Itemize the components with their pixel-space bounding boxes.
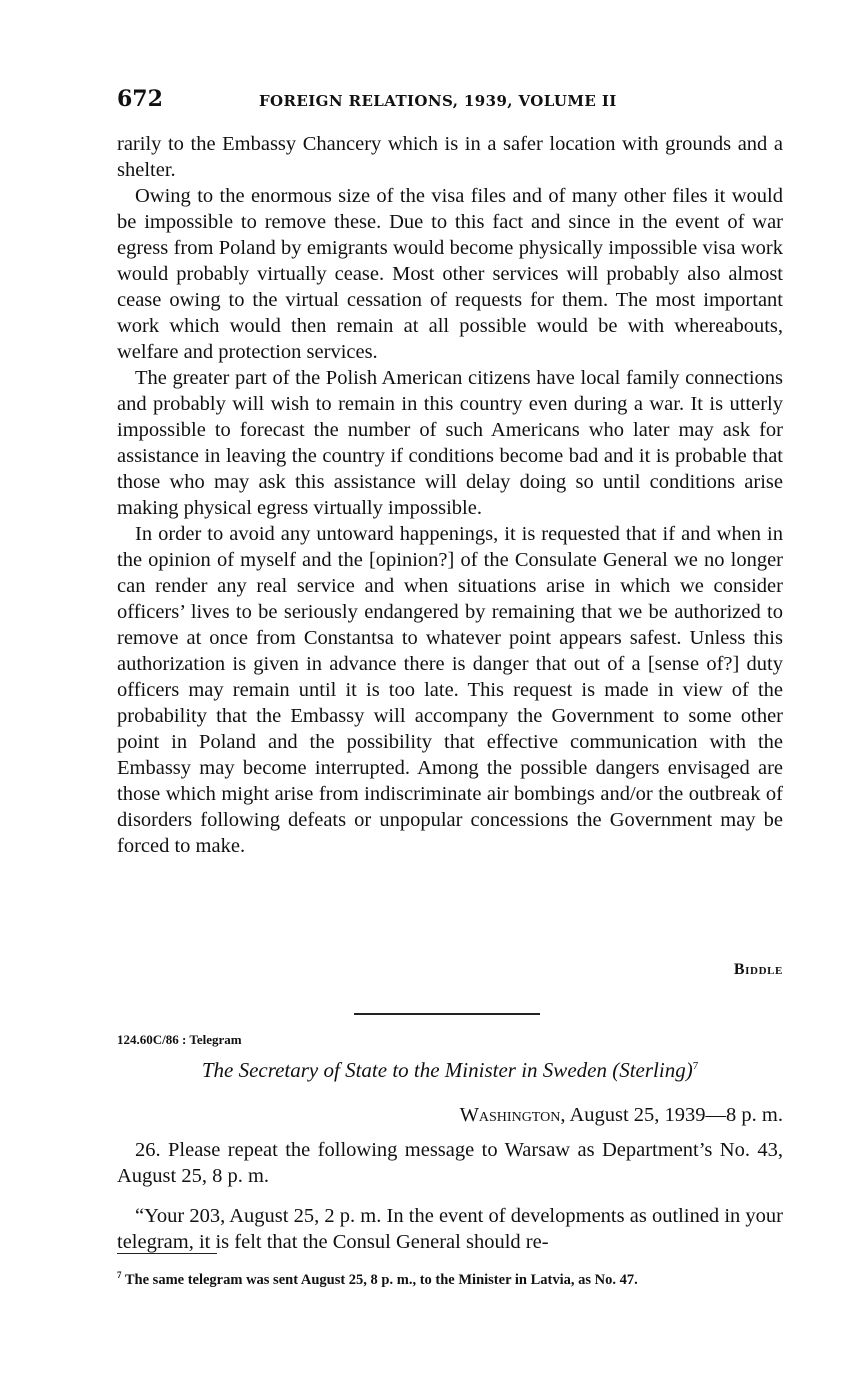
- body-paragraph: The greater part of the Polish American citizens have local family connections and probably will wish to remain in this country even during a war. It is utterly impossible to forecast the number of such Americans who later may ask for assistance in leaving the country if conditions become bad and it is probable that those who may ask this assistance will delay doing so until conditions arise making physical egress virtually impossible.: [117, 367, 783, 519]
- footnote-marker: 7: [117, 1270, 122, 1280]
- body-paragraph: In order to avoid any untoward happenings, it is requested that if and when in the opinion of myself and the [opinion?] of the Consulate General we no longer can render any real service and when situations arise in which we consider officers’ lives to be seriously endangered by remaining that we be authorized to remove at once from Constantsa to whatever point appears safest. Unless this authorization is given in advance there is danger that out of a [sense of?] duty officers may remain until it is too late. This request is made in view of the probability that the Embassy will accompany the Government to some other point in Poland and the possibility that effective communication with the Embassy may become interrupted. Among the possible dangers envisaged are those which might arise from indiscriminate air bombings and/or the outbreak of disorders following defeats or unpopular concessions the Government may be forced to make.: [117, 523, 783, 857]
- dateline-place: Washington: [459, 1104, 561, 1126]
- footnote-text: The same telegram was sent August 25, 8 p. m., to the Minister in Latvia, as No. 47.: [124, 1271, 638, 1288]
- section-divider: [354, 1013, 540, 1015]
- dateline: [117, 1104, 783, 1127]
- running-head: [117, 86, 783, 116]
- page-number: 672: [117, 86, 163, 112]
- footnote: [117, 1266, 783, 1289]
- file-number: 124.60C/86 : Telegram: [117, 1032, 242, 1047]
- signature: Biddle: [733, 961, 783, 978]
- body-text: [117, 131, 783, 859]
- footnote-reference: 7: [692, 1060, 699, 1072]
- running-head-title: FOREIGN RELATIONS, 1939, VOLUME II: [259, 92, 617, 110]
- document-title-text: The Secretary of State to the Minister in Sweden (Sterling): [201, 1058, 693, 1082]
- telegram-text: [117, 1137, 783, 1189]
- telegram-paragraph: 26. Please repeat the following message to Warsaw as Department’s No. 43, August 25, 8 p. m.: [117, 1139, 783, 1187]
- footnote-divider: [117, 1253, 217, 1254]
- body-paragraph: rarily to the Embassy Chancery which is in a safer location with grounds and a shelter.: [117, 133, 783, 181]
- telegram-quoted-message: [117, 1203, 783, 1255]
- telegram-paragraph: “Your 203, August 25, 2 p. m. In the event of developments as outlined in your telegram, it is felt that the Consul General should re-: [117, 1205, 783, 1253]
- body-paragraph: Owing to the enormous size of the visa files and of many other files it would be impossible to remove these. Due to this fact and since in the event of war egress from Poland by emigrants would become physically impossible visa work would probably virtually cease. Most other services will probably also almost cease owing to the virtual cessation of requests for them. The most important work which would then remain at all possible would be with whereabouts, welfare and protection services.: [117, 185, 783, 363]
- dateline-date: , August 25, 1939—8 p. m.: [560, 1104, 783, 1126]
- document-title: [117, 1058, 783, 1083]
